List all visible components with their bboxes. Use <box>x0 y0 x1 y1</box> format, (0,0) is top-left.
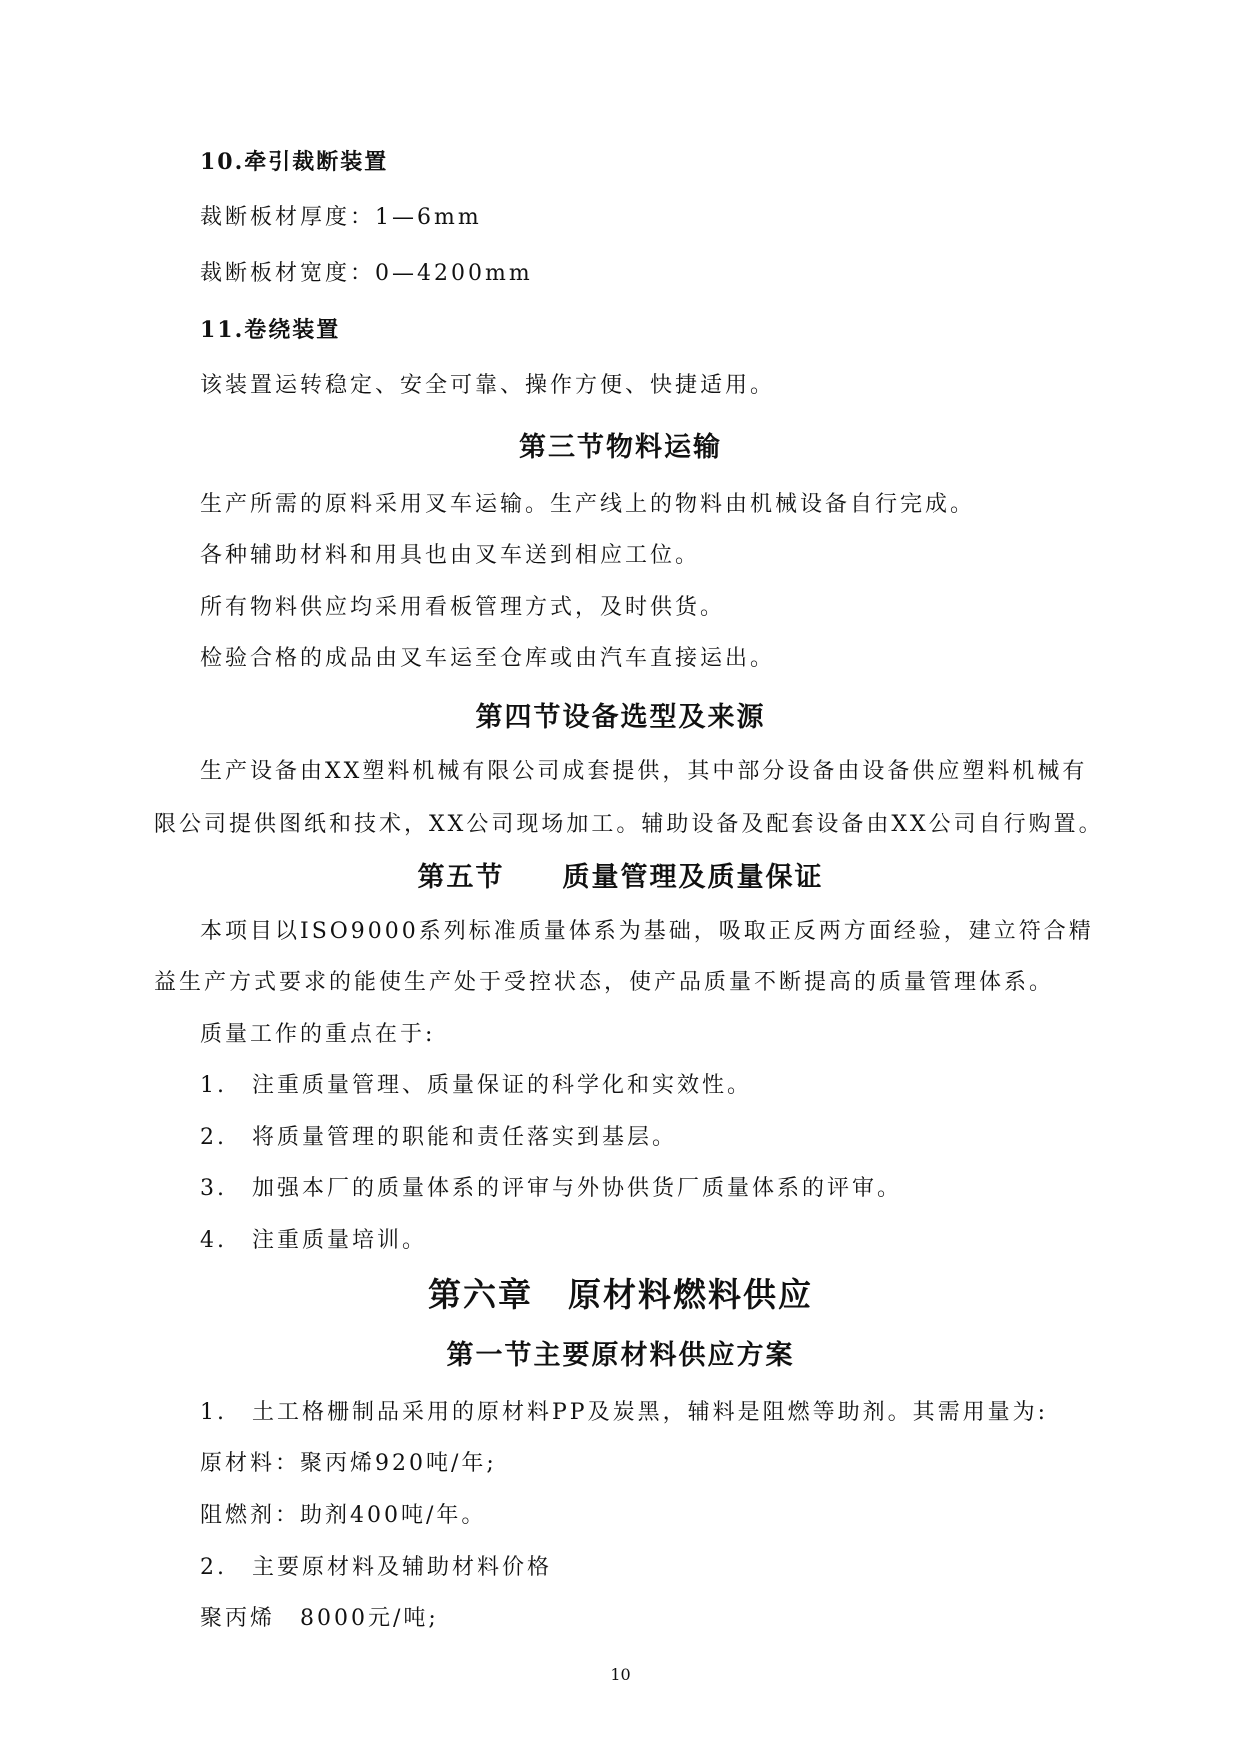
page-number: 10 <box>610 1665 631 1684</box>
paragraph-quality-line-2: 益生产方式要求的能使生产处于受控状态，使产品质量不断提高的质量管理体系。 <box>154 970 1055 995</box>
paragraph-cut-thickness: 裁断板材厚度：1—6mm <box>200 205 482 230</box>
chapter-title: 第六章 原材料燃料供应 <box>428 1275 813 1314</box>
section-title-raw-material: 第一节主要原材料供应方案 <box>446 1340 795 1371</box>
section-title-material-transport: 第三节物料运输 <box>519 432 722 463</box>
paragraph-quality-focus: 质量工作的重点在于: <box>200 1022 436 1047</box>
paragraph-transport-3: 所有物料供应均采用看板管理方式，及时供货。 <box>200 595 726 620</box>
paragraph-raw-material-5: 聚丙烯 8000元/吨; <box>200 1606 439 1631</box>
heading-traction-cutting: 10.牵引裁断装置 <box>200 149 389 175</box>
section-title-quality: 第五节 质量管理及质量保证 <box>417 862 824 893</box>
paragraph-transport-4: 检验合格的成品由叉车运至仓库或由汽车直接运出。 <box>200 646 776 671</box>
paragraph-quality-line-1: 本项目以ISO9000系列标准质量体系为基础，吸取正反两方面经验，建立符合精 <box>200 919 1094 944</box>
paragraph-equipment-line-1: 生产设备由XX塑料机械有限公司成套提供，其中部分设备由设备供应塑料机械有 <box>200 759 1088 784</box>
paragraph-transport-2: 各种辅助材料和用具也由叉车送到相应工位。 <box>200 543 701 568</box>
paragraph-raw-material-1: 1. 土工格栅制品采用的原材料PP及炭黑，辅料是阻燃等助剂。其需用量为: <box>200 1400 1049 1425</box>
section-title-equipment: 第四节设备选型及来源 <box>475 702 766 733</box>
list-item: 1. 注重质量管理、质量保证的科学化和实效性。 <box>200 1073 752 1098</box>
paragraph-raw-material-2: 原材料：聚丙烯920吨/年; <box>200 1451 497 1476</box>
list-item: 2. 将质量管理的职能和责任落实到基层。 <box>200 1125 677 1150</box>
paragraph-raw-material-3: 阻燃剂：助剂400吨/年。 <box>200 1503 487 1528</box>
paragraph-raw-material-4: 2. 主要原材料及辅助材料价格 <box>200 1555 552 1580</box>
paragraph-cut-width: 裁断板材宽度：0—4200mm <box>200 261 533 286</box>
list-item: 4. 注重质量培训。 <box>200 1228 427 1253</box>
paragraph-equipment-line-2: 限公司提供图纸和技术，XX公司现场加工。辅助设备及配套设备由XX公司自行购置。 <box>154 812 1104 837</box>
paragraph-winding-desc: 该装置运转稳定、安全可靠、操作方便、快捷适用。 <box>200 373 776 398</box>
list-item: 3. 加强本厂的质量体系的评审与外协供货厂质量体系的评审。 <box>200 1176 902 1201</box>
paragraph-transport-1: 生产所需的原料采用叉车运输。生产线上的物料由机械设备自行完成。 <box>200 492 976 517</box>
heading-winding: 11.卷绕装置 <box>200 317 341 343</box>
